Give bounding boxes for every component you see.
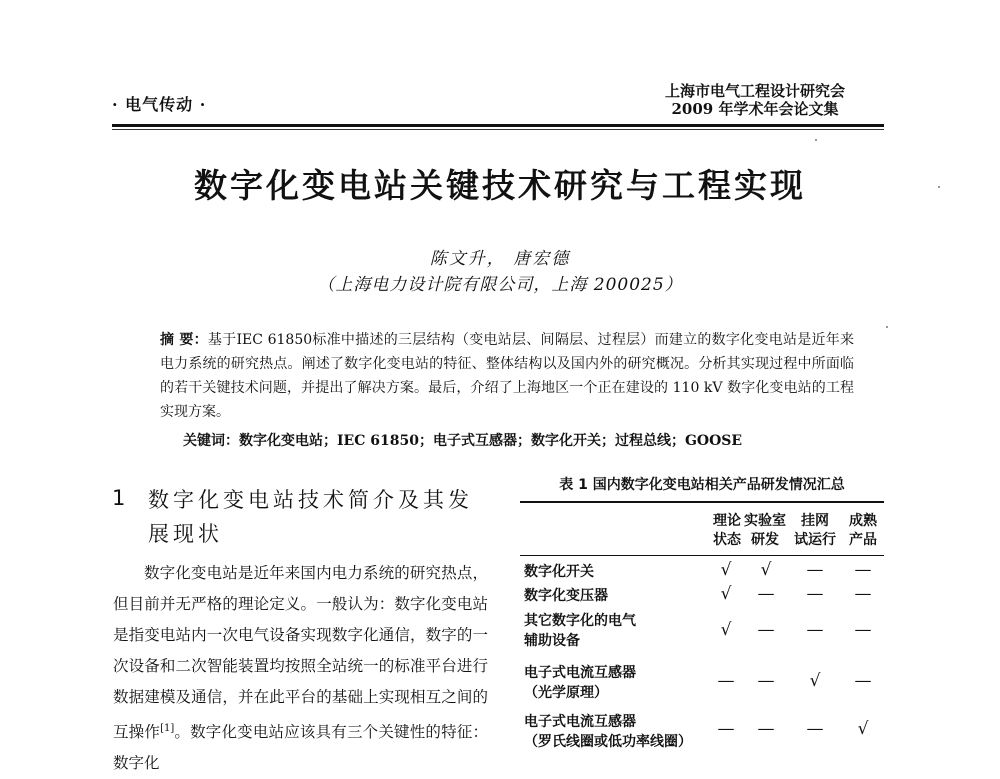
table-cell: — (806, 719, 824, 739)
table-cell: — (757, 584, 775, 604)
journal-line-2: 2009 年学术年会论文集 (671, 100, 839, 118)
citation: [1] (160, 723, 175, 734)
header-rule-thin (112, 129, 884, 130)
abstract (160, 328, 854, 424)
section-title: 数字化变电站技术简介及其发展现状 (148, 488, 473, 546)
col-header-line1: 成熟 (849, 513, 877, 529)
col-header-line1: 挂网 (801, 513, 829, 529)
table-cell: — (854, 671, 872, 691)
paper-authors: 陈文升， 唐宏德 (429, 249, 571, 269)
table-top-rule (520, 501, 884, 503)
table-cell: — (757, 719, 775, 739)
paragraph-tail: 。数字化变电站应该具有三个关键性的特征：数字化 (113, 723, 488, 773)
row-label-line2: （光学原理） (524, 685, 608, 701)
table-row-label (524, 663, 636, 703)
scan-speck (886, 326, 888, 328)
section-body (113, 558, 488, 779)
row-label-line1: 其它数字化的电气 (524, 613, 636, 629)
paper-affiliation: （上海电力设计院有限公司，上海 200025） (317, 275, 683, 295)
paragraph-text: 数字化变电站是近年来国内电力系统的研究热点，但目前并无严格的理论定义。一般认为：数字化变电站是指变电站内一次电气设备实现数字化通信，数字的一次设备和二次智能装置均按照全站统一的标准平台进行数据建模及通信，并在此平台的基础上实现相互之间的互操作 (113, 564, 488, 742)
body-paragraph (113, 558, 488, 779)
table-cell: √ (720, 620, 732, 640)
table-caption: 表 1 国内数字化变电站相关产品研发情况汇总 (559, 477, 845, 493)
header-rule-thick (112, 124, 884, 127)
table-row-label (524, 712, 692, 752)
col-header-line2: 研发 (751, 532, 779, 548)
table-cell: — (854, 584, 872, 604)
row-label-line1: 电子式电流互感器 (524, 714, 636, 730)
col-header-line2: 产品 (849, 532, 877, 548)
col-header-line1: 理论 (713, 513, 741, 529)
journal-line-1: 上海市电气工程设计研究会 (664, 82, 845, 100)
paper-title: 数字化变电站关键技术研究与工程实现 (194, 166, 806, 205)
abstract-label: 摘 要： (160, 332, 208, 348)
table-col-header (840, 512, 886, 550)
table-cell: √ (809, 671, 821, 691)
table-cell: — (757, 671, 775, 691)
col-header-line1: 实验室 (744, 513, 786, 529)
row-label-line1: 电子式电流互感器 (524, 665, 636, 681)
row-label-line2: 辅助设备 (524, 633, 580, 649)
table-col-header (792, 512, 838, 550)
row-label-line1: 数字化变压器 (524, 588, 608, 604)
table-row-label (524, 611, 636, 651)
table-col-header (742, 512, 788, 550)
table-cell: √ (857, 719, 869, 739)
table-cell: — (854, 620, 872, 640)
table-cell: √ (760, 560, 772, 580)
table-row-label (524, 562, 594, 582)
journal-header (625, 82, 885, 118)
keywords-text: 数字化变电站；IEC 61850；电子式互感器；数字化开关；过程总线；GOOSE (239, 433, 743, 449)
table-cell: — (806, 620, 824, 640)
section-tag: · 电气传动 · (112, 95, 207, 114)
table-cell: — (806, 584, 824, 604)
section-number: 1 (112, 486, 126, 510)
col-header-line2: 状态 (713, 532, 741, 548)
table-row-label (524, 586, 608, 606)
table-cell: √ (720, 560, 732, 580)
keywords (183, 430, 863, 450)
table-cell: — (806, 560, 824, 580)
table-cell: — (717, 719, 735, 739)
abstract-text: 基于IEC 61850标准中描述的三层结构（变电站层、间隔层、过程层）而建立的数字化变电站是近年来电力系统的研究热点。阐述了数字化变电站的特征、整体结构以及国内外的研究概况。分析其实现过程中所面临的若干关键技术问题，并提出了解决方案。最后，介绍了上海地区一个正在建设的 110 kV 数字化变电站的工程实现方案。 (160, 332, 855, 420)
keywords-label: 关键词： (183, 433, 239, 449)
table-cell: √ (720, 584, 732, 604)
row-label-line1: 数字化开关 (524, 564, 594, 580)
scan-speck (815, 139, 817, 141)
table-header-rule (520, 555, 884, 556)
table-cell: — (717, 671, 735, 691)
table-cell: — (854, 560, 872, 580)
row-label-line2: （罗氏线圈或低功率线圈） (524, 734, 692, 750)
col-header-line2: 试运行 (794, 532, 836, 548)
table-cell: — (757, 620, 775, 640)
